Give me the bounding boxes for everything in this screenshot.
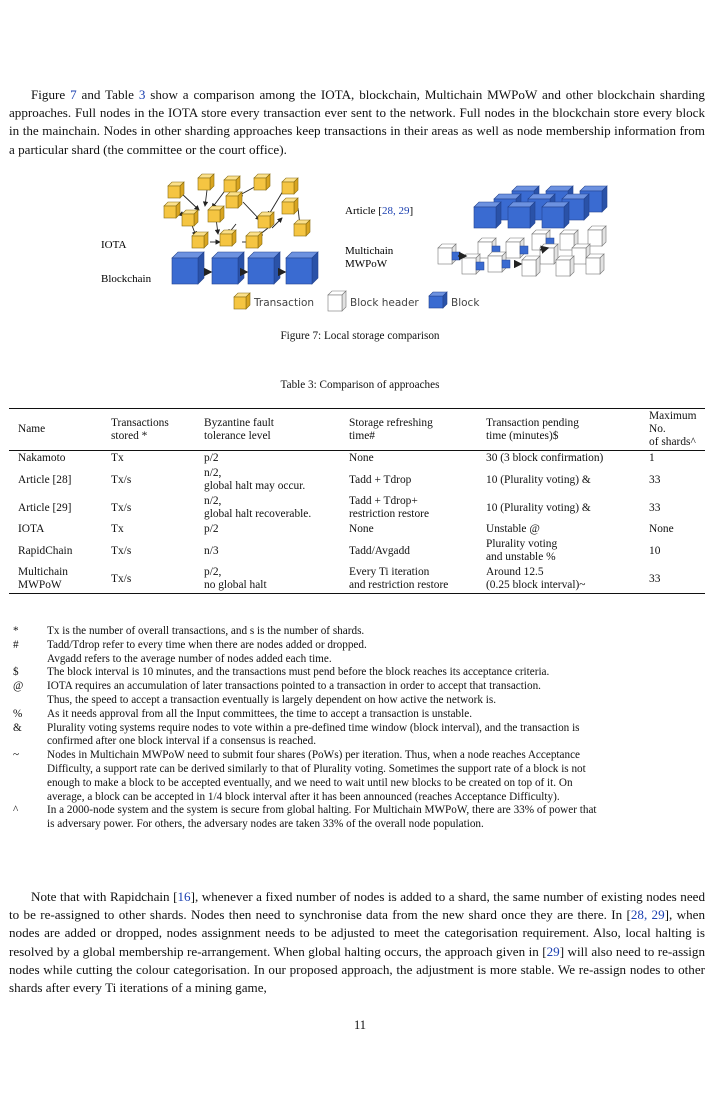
table-row	[9, 494, 705, 522]
note-symbol: @	[13, 680, 24, 693]
table-header-cell: Transaction pending time (minutes)$	[477, 409, 640, 451]
note-symbol: #	[13, 638, 19, 651]
note-text: Tadd/Tdrop refer to every time when there are nodes added or dropped. Avgadd refers to the average number of nodes added each time.	[47, 638, 367, 665]
table-cell: Nakamoto	[18, 452, 66, 464]
table-note	[9, 625, 705, 639]
legend-block-header: Block header	[350, 297, 419, 309]
table-header-cell: Byzantine fault tolerance level	[195, 409, 340, 451]
local-storage-figure	[0, 168, 720, 318]
table-header-cell: Transactions stored *	[102, 409, 195, 451]
article-shard-blocks	[474, 186, 607, 228]
table-note	[9, 804, 705, 832]
table-row	[9, 537, 705, 565]
table-cell: Article [28]	[18, 473, 72, 486]
table-note	[9, 639, 705, 667]
table-link[interactable]: 3	[138, 87, 146, 102]
note-symbol: *	[13, 625, 19, 637]
table-row	[9, 522, 705, 537]
table-cell: Tadd + Tdrop	[349, 473, 412, 486]
note-symbol: ^	[13, 804, 19, 817]
iota-tangle	[164, 174, 310, 248]
table-cell: p/2	[204, 452, 219, 464]
table-header-row	[9, 409, 705, 451]
table-cell: Tx	[111, 523, 124, 535]
table-cell: n/2, global halt may occur.	[204, 467, 306, 492]
table-note	[9, 680, 705, 708]
table-cell: Around 12.5 (0.25 block interval)~	[477, 565, 640, 594]
table-cell: Tx/s	[111, 501, 132, 514]
figure-link[interactable]: 7	[70, 87, 77, 102]
intro-text: show a comparison among the IOTA, blockchain, Multichain MWPoW and other blockchain sharding approaches. Full nodes in the IOTA store every transaction ever sent to the network. Full nodes in the blockchain store every block in the mainchain. Nodes in other sharding approaches keep transactions in their areas as well as node membership information from a particular shard (the committee or the court office).	[9, 87, 705, 157]
table-cell: None	[349, 452, 374, 464]
intro-text: Figure	[31, 87, 71, 102]
note-symbol: &	[13, 721, 22, 734]
table-cell: 1	[649, 452, 655, 464]
note-text: Plurality voting systems require nodes to vote within a pre-defined time window (block interval), and the transaction is confirmed after one block interval if a consensus is reached.	[47, 721, 580, 748]
table-cell: Unstable @	[486, 523, 540, 535]
blockchain-chain	[172, 252, 318, 284]
table-cell: 10	[649, 544, 661, 557]
table-row	[9, 565, 705, 594]
legend-transaction: Transaction	[254, 297, 315, 309]
intro-paragraph	[9, 86, 705, 159]
closing-paragraph: Note that with Rapidchain [16], whenever a fixed number of nodes is added to a shard, the same number of existing nodes need to be re-assigned to other shards. Nodes then need to synchronise data from the new shard once they are there. In [28, 29], when nodes are added or dropped, nodes assignment needs to be adjusted to meet the categorisation requirement. Also, local halting is resolved by a global membership re-arrangement. When global halting occurs, the approach given in [29] will also need to re-assign nodes while cutting the colour categorisation. In our proposed approach, the adjustment is more stable. We re-assign nodes to other shards after every Ti iterations of a mining game,	[9, 889, 706, 996]
table-header-cell: Name	[9, 409, 102, 451]
table-cell: 33	[640, 565, 705, 594]
table-cell: Tx/s	[111, 544, 132, 557]
table-cell: Article [29]	[18, 501, 72, 514]
table-cell: RapidChain	[18, 544, 73, 557]
table-note	[9, 722, 705, 750]
label-blockchain: Blockchain	[101, 273, 152, 285]
note-text: In a 2000-node system and the system is secure from global halting. For Multichain MWPoW, there are 33% of power that is adversary power. For others, the adversary nodes are taken 33% of the overall node population.	[47, 804, 597, 831]
intro-text: and Table	[76, 87, 139, 102]
table-note	[9, 666, 705, 680]
table-cell: Every Ti iteration and restriction restore	[340, 565, 477, 594]
table-cell: Tx/s	[102, 565, 195, 594]
table-cell: Tadd + Tdrop+ restriction restore	[349, 495, 430, 520]
article-refs-link[interactable]: 28, 29	[381, 205, 410, 217]
table-cell: Multichain MWPoW	[9, 565, 102, 594]
page-number: 11	[353, 1018, 367, 1032]
table-note	[9, 749, 705, 804]
table-cell: Tx	[111, 452, 124, 464]
table-cell: 10 (Plurality voting) &	[486, 473, 591, 486]
table-row	[9, 451, 705, 467]
citation-link[interactable]: 29	[546, 943, 560, 959]
table-cell: Plurality voting and unstable %	[486, 538, 558, 563]
table-header-cell: Storage refreshing time#	[340, 409, 477, 451]
table-cell: 30 (3 block confirmation)	[486, 452, 604, 464]
table-cell: Tadd/Avgadd	[349, 544, 410, 557]
table-cell: None	[649, 523, 674, 535]
legend-block: Block	[451, 297, 480, 309]
label-iota: IOTA	[101, 239, 127, 251]
note-symbol: %	[13, 707, 23, 720]
table-cell: n/2, global halt recoverable.	[204, 495, 312, 520]
table-note	[9, 708, 705, 722]
table-cell: None	[349, 523, 374, 535]
multichain-mwpow-blocks	[438, 226, 606, 276]
table-notes	[9, 625, 705, 832]
citation-link[interactable]: 16	[177, 889, 191, 904]
note-text: As it needs approval from all the Input committees, the time to accept a transaction is unstable.	[47, 707, 472, 720]
label-article: Article [28, 29]	[345, 205, 414, 217]
table-cell: IOTA	[18, 523, 45, 535]
table-cell: Tx/s	[111, 473, 132, 486]
figure-legend	[234, 291, 480, 311]
figure-caption: Figure 7: Local storage comparison	[280, 330, 440, 342]
table-cell: 33	[649, 501, 661, 514]
note-text: Nodes in Multichain MWPoW need to submit four shares (PoWs) per iteration. Thus, when a node reaches Acceptance Difficulty, a support rate can be derived similarly to that of Plurality voting. Sometimes the support rate of a block is not enough to make a block to be accepted eventually, and we need to wait until new blocks to be created on top of it. On average, a block can be accepted in 1/4 block interval after it has been announced (reaches Acceptance Difficulty).	[47, 749, 586, 803]
note-text: Tx is the number of overall transactions, and s is the number of shards.	[47, 625, 365, 637]
note-text: The block interval is 10 minutes, and the transactions must pend before the block reaches its acceptance criteria.	[47, 666, 550, 679]
note-text: IOTA requires an accumulation of later transactions pointed to a transaction in order to accept that transaction. Thus, the speed to accept a transaction eventually is largely dependent on how active the network is.	[47, 680, 541, 706]
note-symbol: $	[13, 666, 19, 679]
note-symbol: ~	[13, 749, 20, 762]
table-cell: p/2, no global halt	[195, 565, 340, 594]
table-body	[9, 451, 705, 594]
table-caption: Table 3: Comparison of approaches	[280, 379, 440, 391]
label-multichain-line1: Multichain	[345, 245, 394, 257]
table-header-cell: Maximum No. of shards^	[640, 409, 705, 451]
table-row	[9, 466, 705, 494]
table-cell: 33	[649, 473, 661, 486]
table-cell: 10 (Plurality voting) &	[486, 501, 591, 514]
label-multichain-line2: MWPoW	[345, 258, 388, 270]
table-cell: n/3	[204, 544, 219, 557]
comparison-table	[9, 408, 705, 594]
citation-link[interactable]: 28, 29	[630, 907, 665, 923]
table-cell: p/2	[204, 523, 219, 535]
